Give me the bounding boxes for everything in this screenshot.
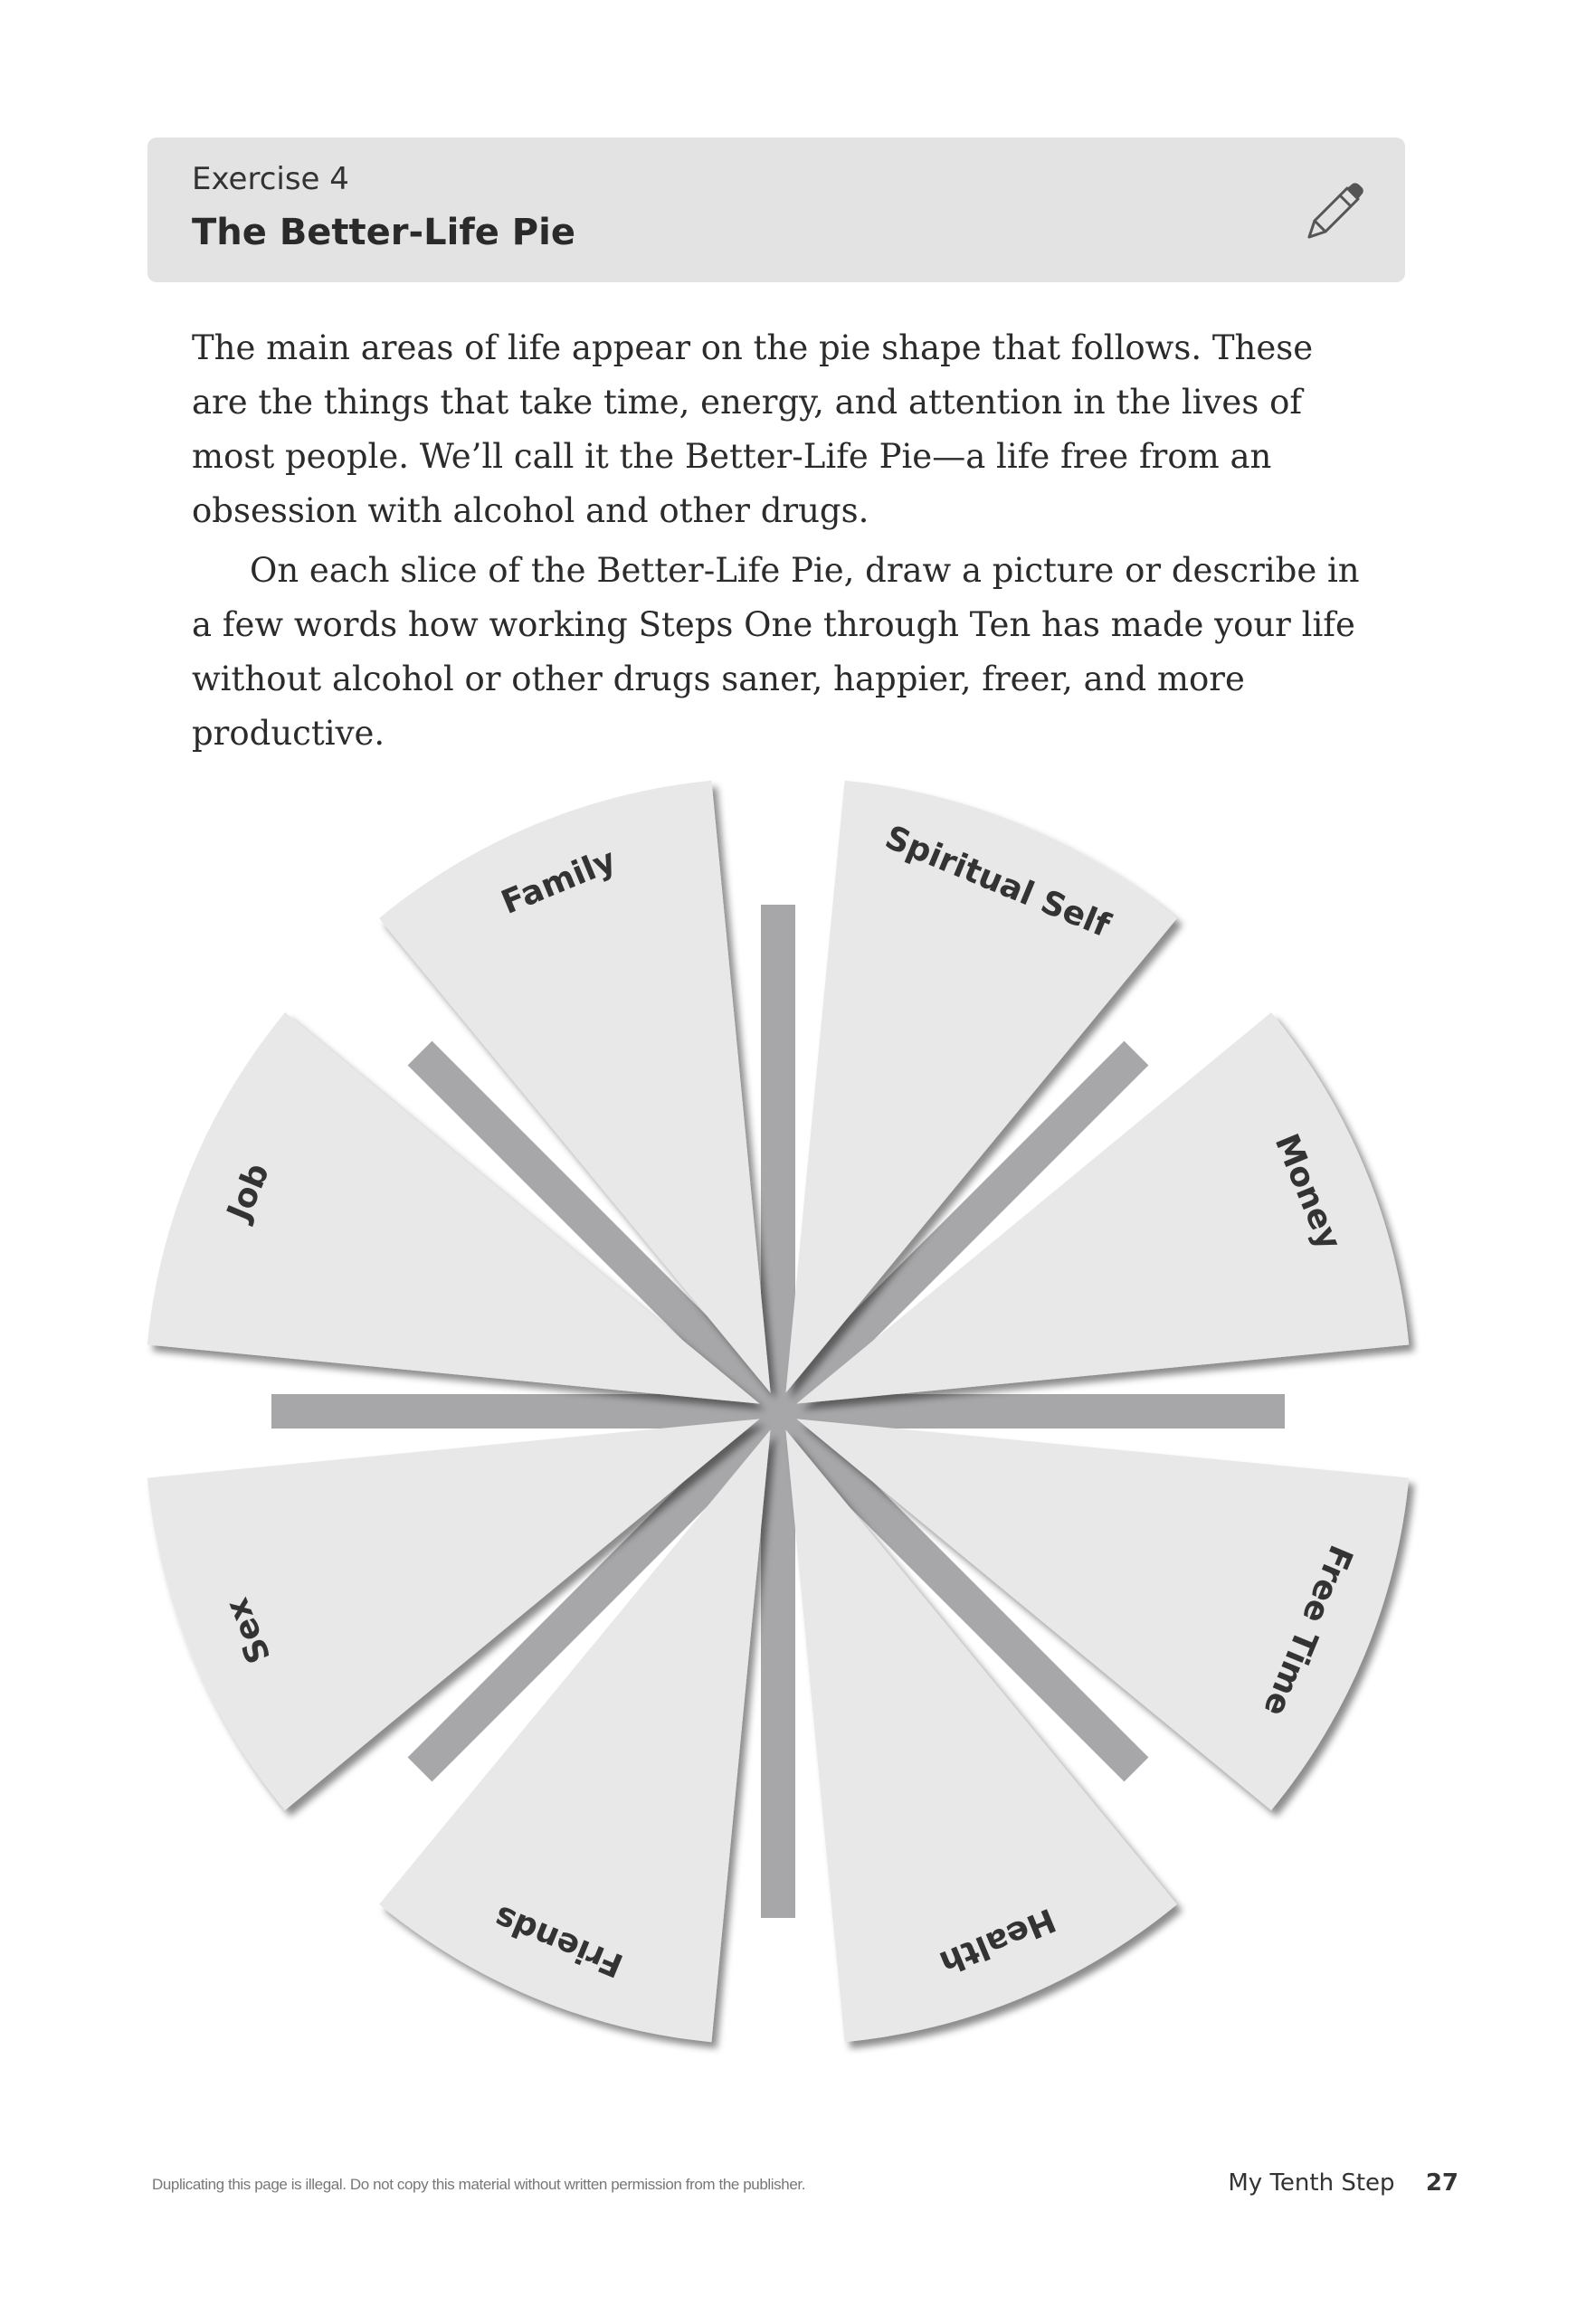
- pie-label-friends: Friends: [489, 1897, 629, 1984]
- instructions: [192, 321, 1368, 761]
- pie-label-sex: Sex: [218, 1592, 279, 1669]
- pie-label-spiritual-self: Spiritual Self: [879, 819, 1116, 945]
- page-number: 27: [1425, 2169, 1458, 2197]
- better-life-pie: [127, 760, 1430, 2063]
- pie-cross: [271, 905, 1285, 1918]
- pie-label-free-time: Free Time: [1256, 1540, 1360, 1722]
- instruction-paragraph-1: The main areas of life appear on the pie shape that follows. These are the things that take time, energy, and attention in the lives of most people. We’ll call it the Better-Life Pie—a life free from an obsession with alcohol and other drugs.: [192, 328, 1314, 530]
- exercise-header: [147, 138, 1405, 282]
- running-footer: [1228, 2169, 1458, 2197]
- pie-svg: [127, 760, 1430, 2063]
- pie-label-family: Family: [496, 841, 622, 923]
- exercise-title: The Better-Life Pie: [192, 212, 575, 253]
- copyright-notice: Duplicating this page is illegal. Do not copy this material without written permission from the publisher.: [152, 2176, 806, 2193]
- pie-label-job: Job: [220, 1158, 277, 1226]
- pencil-icon: [1300, 181, 1365, 246]
- exercise-label: Exercise 4: [192, 161, 349, 197]
- book-title: My Tenth Step: [1228, 2169, 1395, 2197]
- pie-label-health: Health: [934, 1900, 1061, 1981]
- instruction-paragraph-2: On each slice of the Better-Life Pie, draw a picture or describe in a few words how working Steps One through Ten has made your life without alcohol or other drugs saner, happier, freer, and more productive.: [192, 551, 1360, 753]
- pie-label-money: Money: [1267, 1128, 1348, 1256]
